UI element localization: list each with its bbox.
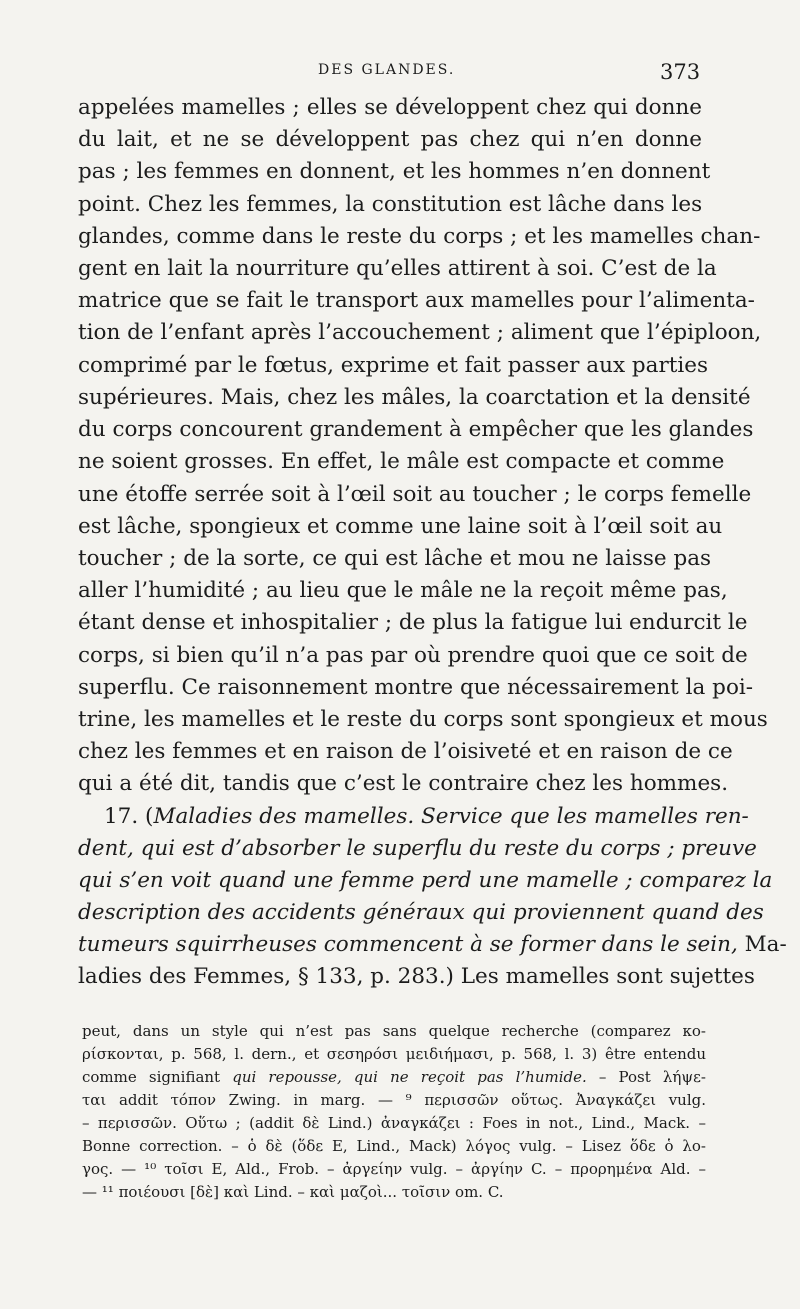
body-line: description des accidents généraux qui proviennent quand des: [78, 900, 764, 925]
footnote-run: – Post λήψε-: [586, 1068, 706, 1086]
footnote-italic: qui repousse, qui ne reçoit pas l’humide.: [232, 1068, 587, 1086]
body-line: corps, si bien qu’il n’a pas par où prendre quoi que ce soit de: [78, 643, 748, 668]
footnote-line: γος. — ¹⁰ τοῖσι E, Ald., Frob. – ἀργείην vulg. – ἀργίην C. – προρημένα Ald. –: [82, 1160, 706, 1178]
body-line: qui s’en voit quand une femme perd une mamelle ; comparez la: [78, 868, 773, 893]
body-line: comprimé par le fœtus, exprime et fait passer aux parties: [78, 353, 709, 378]
footnote-line: ται addit τόπον Zwing. in marg. — ⁹ περισσῶν οὕτως. Ἀναγκάζει vulg.: [82, 1091, 706, 1109]
body-line: gent en lait la nourriture qu’elles attirent à soi. C’est de la: [78, 256, 717, 281]
body-line: point. Chez les femmes, la constitution est lâche dans les: [78, 192, 703, 217]
footnote-line: ρίσκονται, p. 568, l. dern., et σεσηρόσι μειδιήμασι, p. 568, l. 3) être entendu: [82, 1045, 706, 1063]
footnote-line: — ¹¹ ποιέουσι [δὲ] καὶ Lind. – καὶ μαζοὶ... τοῖσιν om. C.: [82, 1183, 504, 1201]
body-line: du corps concourent grandement à empêcher que les glandes: [78, 417, 754, 442]
footnote-line: Bonne correction. – ὁ δὲ (ὅδε E, Lind., Mack) λόγος vulg. – Lisez ὅδε ὁ λο-: [82, 1137, 706, 1155]
body-line: supérieures. Mais, chez les mâles, la coarctation et la densité: [78, 385, 751, 410]
body-line: matrice que se fait le transport aux mamelles pour l’alimenta-: [78, 288, 755, 313]
body-line: dent, qui est d’absorber le superflu du reste du corps ; preuve: [78, 836, 757, 861]
running-title: DES GLANDES.: [318, 62, 456, 78]
italic-run: tumeurs squirrheuses commencent à se former dans le sein,: [78, 932, 738, 957]
body-line: toucher ; de la sorte, ce qui est lâche et mou ne laisse pas: [78, 546, 712, 571]
body-line: qui a été dit, tandis que c’est le contraire chez les hommes.: [78, 771, 729, 796]
section-number: 17.: [104, 804, 139, 829]
body-line: tion de l’enfant après l’accouchement ; aliment que l’épiploon,: [78, 320, 762, 345]
footnote-run: comme signifiant: [82, 1068, 233, 1086]
body-line: ne soient grosses. En effet, le mâle est compacte et comme: [78, 449, 725, 474]
section-heading-line: [104, 802, 749, 832]
running-head: [0, 60, 800, 86]
body-line: superflu. Ce raisonnement montre que nécessairement la poi-: [78, 675, 754, 700]
body-line: aller l’humidité ; au lieu que le mâle ne la reçoit même pas,: [78, 578, 728, 603]
roman-run: Ma-: [737, 932, 787, 957]
footnote-line: – περισσῶν. Οὕτω ; (addit δὲ Lind.) ἀναγκάζει : Foes in not., Lind., Mack. –: [82, 1114, 706, 1132]
body-line: chez les femmes et en raison de l’oisiveté et en raison de ce: [78, 739, 733, 764]
section-title: Maladies des mamelles. Service que les mamelles ren-: [153, 804, 749, 829]
footnote-line: peut, dans un style qui n’est pas sans quelque recherche (comparez κο-: [82, 1022, 706, 1040]
body-line: glandes, comme dans le reste du corps ; et les mamelles chan-: [78, 224, 761, 249]
body-line: trine, les mamelles et le reste du corps sont spongieux et mous: [78, 707, 768, 732]
open-paren: (: [145, 804, 154, 829]
body-line: étant dense et inhospitalier ; de plus la fatigue lui endurcit le: [78, 610, 748, 635]
body-line: est lâche, spongieux et comme une laine soit à l’œil soit au: [78, 514, 723, 539]
footnote-line: [82, 1066, 706, 1088]
body-line: appelées mamelles ; elles se développent chez qui donne: [78, 95, 702, 120]
page-number: 373: [660, 60, 701, 84]
body-line: ladies des Femmes, § 133, p. 283.) Les mamelles sont sujettes: [78, 964, 755, 989]
body-line: pas ; les femmes en donnent, et les hommes n’en donnent: [78, 159, 711, 184]
body-line: du lait, et ne se développent pas chez qui n’en donne: [78, 127, 702, 152]
body-line: [78, 930, 787, 960]
body-line: une étoffe serrée soit à l’œil soit au toucher ; le corps femelle: [78, 482, 752, 507]
